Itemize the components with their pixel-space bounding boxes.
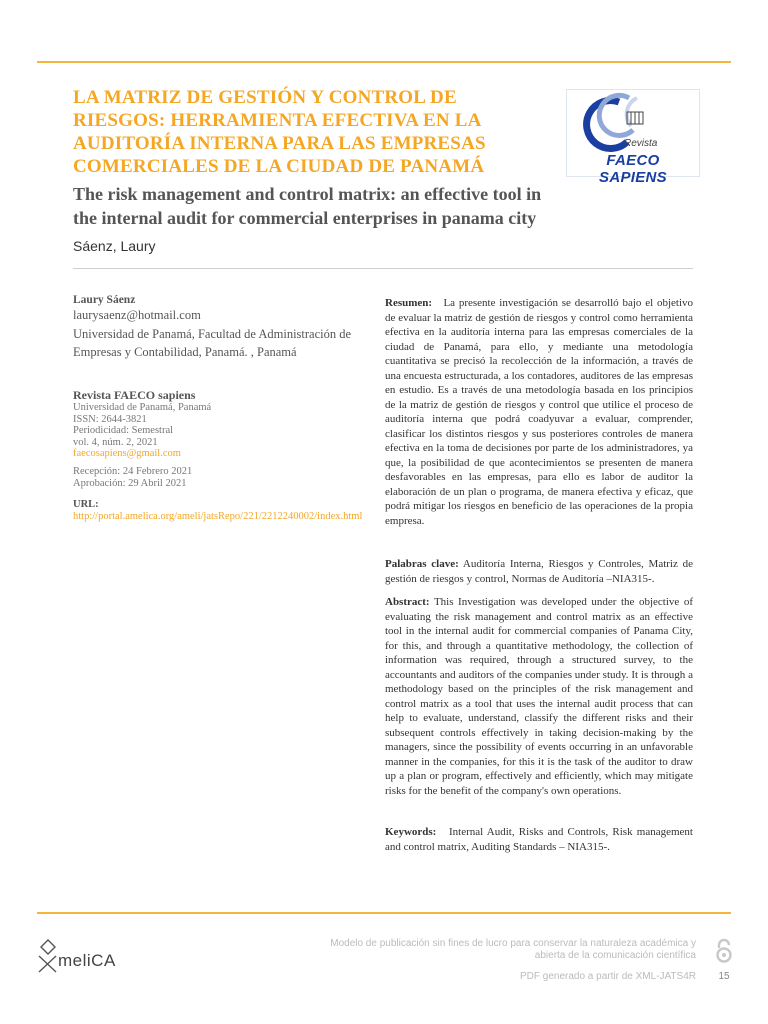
journal-email-link[interactable]: faecosapiens@gmail.com [73,448,181,459]
keywords-en-label: Keywords: [385,826,437,838]
logo-revista-label: Revista [624,138,658,149]
approved-date: Aprobación: 29 Abril 2021 [73,478,187,489]
footer-pdf-note: PDF generado a partir de XML-JATS4R [519,971,696,982]
abstract-label: Abstract: [385,596,430,608]
received-date: Recepción: 24 Febrero 2021 [73,466,193,477]
keywords-en-text: Internal Audit, Risks and Controls, Risk management and control matrix, Auditing Standards – NIA315-. [385,826,693,853]
keywords-es-label: Palabras clave: [385,558,459,570]
keywords-es-text: Auditoría Interna, Riesgos y Controles, Matriz de gestión de riesgos y control, Normas de Auditoría –NIA315-. [385,558,693,585]
author-info [73,294,373,361]
journal-periodicity: Periodicidad: Semestral [73,425,174,436]
author-name: Laury Sáenz [73,294,136,306]
resumen-paragraph [385,296,693,528]
author-email: laurysaenz@hotmail.com [73,308,201,322]
journal-volume: vol. 4, núm. 2, 2021 [73,436,158,448]
url-link[interactable]: http://portal.amelica.org/ameli/jatsRepo/221/2212240002/index.html [73,511,363,522]
header-divider [73,268,693,269]
article-url [73,499,363,523]
article-title-en: The risk management and control matrix: an effective tool in the internal audit for commercial enterprises in panama city [73,184,542,228]
url-label: URL: [73,499,99,510]
journal-logo [566,89,700,186]
abstract-paragraph [385,595,693,798]
keywords-en-paragraph [385,825,693,854]
journal-title: Revista FAECO sapiens [73,388,196,402]
footer-note: Modelo de publicación sin fines de lucro para conservar la naturaleza académica y abierta de la comunicación científica [330,938,696,961]
resumen-text: La presente investigación se desarrolló bajo el objetivo de evaluar la matriz de gestión de riesgos y control como herramienta efectiva en la auditoría interna para las empresas comerciales de la ciudad de Panamá, para ello, y mediante una metodología cuantitativa se precisó la recolección de la información, a través de una encuesta estructurada, a los contadores, auditores de las empresas en estudio. Es a través de una metodología basada en los principios de la matriz de gestión de riesgos y control que utilice el proceso de auditoría interna que podrá coadyuvar a evaluar, comprender, clasificar los distintos riesgos y sus posteriores controles de manera efectiva en la toma de decisiones por parte de los administradores, ya que, la posibilidad de que acontecimientos se presenten de manera desfavorables en las empresas, para ello es labor de auditor la elaboración de un plan o programa, de manera efectiva y eficaz, que podrá mitigar los riesgos en beneficio de las operaciones de la propia empresa. [385,297,693,527]
author-line: Sáenz, Laury [73,238,156,254]
author-affiliation: Universidad de Panamá, Facultad de Administración de Empresas y Contabilidad, Panamá. , Panamá [73,327,352,359]
logo-name: FAECO SAPIENS [599,152,667,186]
amelica-logo-icon [36,938,60,974]
page-number: 15 [718,971,730,982]
article-title-es: LA MATRIZ DE GESTIÓN Y CONTROL DE RIESGOS: HERRAMIENTA EFECTIVA EN LA AUDITORÍA INTERNA PARA LAS EMPRESAS COMERCIALES DE LA CIUDAD DE PANAMÁ [73,87,486,177]
bottom-rule [37,912,731,914]
resumen-label: Resumen: [385,297,433,309]
open-access-icon [714,938,734,964]
journal-issn: ISSN: 2644-3821 [73,413,147,425]
amelica-logo [36,938,136,974]
abstract-text: This Investigation was developed under the objective of evaluating the risk management and control matrix as an effective tool in the internal audit for commercial companies of Panama City, for this, and through a quantitative methodology, the collection of information was required, through a structured survey, to the accountants and auditors of the companies under study. It is through a methodology based on the principles of the risk management and control matrix as a tool that uses the internal audit process that can help to evaluate, understand, classify the different risks and their subsequent controls effectively in taking decision-making by the managers, since the possibility of events occurring in an unfavorable manner in the companies, for this it is the task of the auditor to draw up a plan or program, effectively and efficiently, which may mitigate risks for the benefit of the company's own operations. [385,596,693,797]
amelica-brand: meliCA [58,951,116,970]
article-dates [73,466,373,490]
journal-publisher: Universidad de Panamá, Panamá [73,402,212,413]
journal-info [73,388,373,460]
top-rule [37,61,731,63]
keywords-es-paragraph [385,557,693,586]
